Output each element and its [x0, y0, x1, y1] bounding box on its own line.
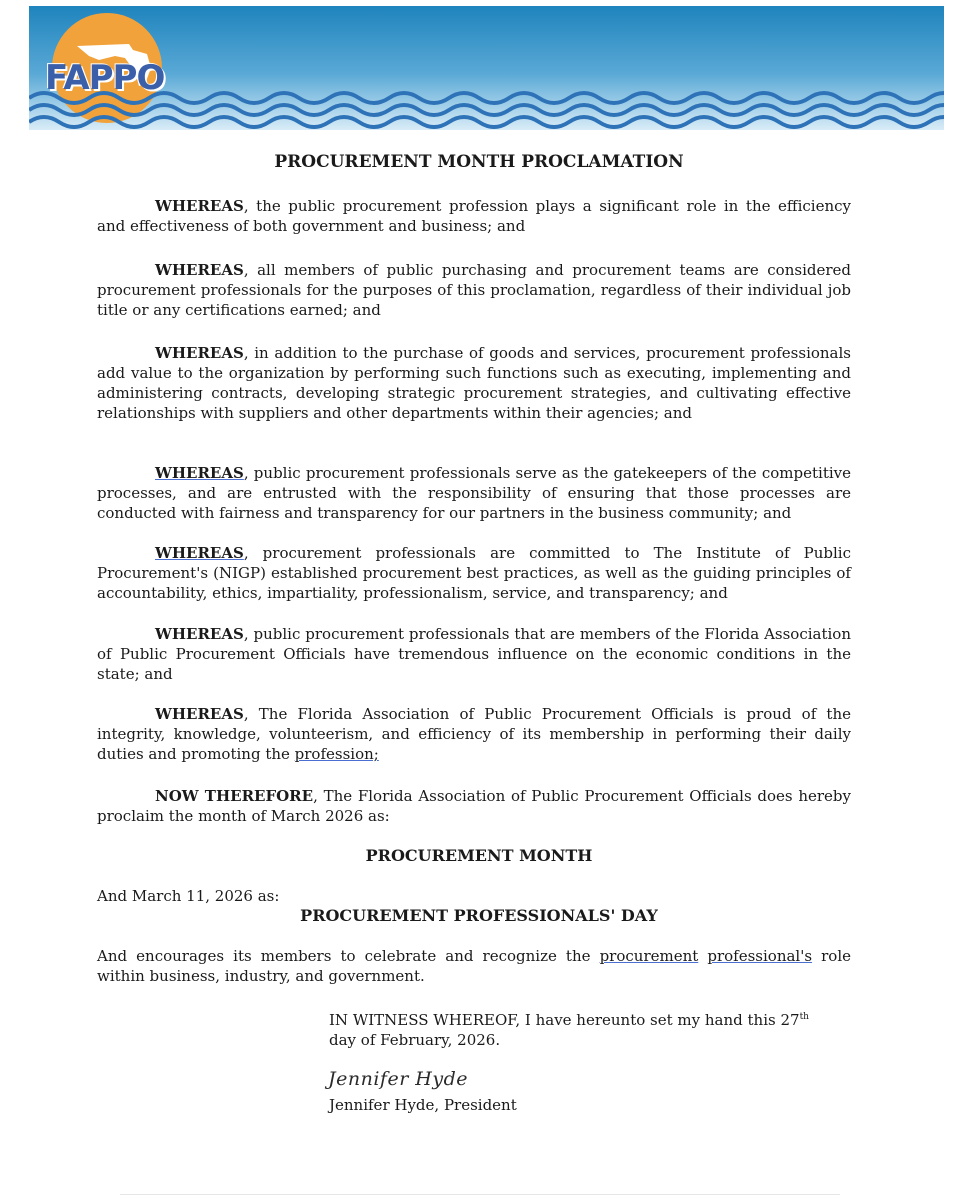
underlined-word: procurement: [599, 947, 699, 965]
underlined-word: profession;: [294, 745, 379, 763]
underlined-word: professional's: [707, 947, 813, 965]
paragraph-text: role within business, industry, and government.: [97, 947, 851, 985]
now-therefore-label: NOW THEREFORE: [155, 787, 314, 805]
paragraph-text: , The Florida Association of Public Procurement Officials is proud of the integrity, knowledge, volunteerism, and efficiency of its membership in performing their daily duties and promoting the: [97, 705, 851, 763]
banner-artwork: [29, 6, 944, 130]
encourages-paragraph: [97, 946, 851, 986]
paragraph-text: , public procurement professionals serve as the gatekeepers of the competitive processes, and are entrusted with the responsibility of ensuring that those processes are conducted with fairness and transparency for our partners in the business community; and: [97, 464, 851, 522]
whereas-paragraph-6: [97, 624, 851, 684]
paragraph-text: , The Florida Association of Public Procurement Officials does hereby proclaim the month of March 2026 as:: [97, 787, 851, 825]
whereas-label: WHEREAS: [155, 197, 244, 215]
whereas-paragraph-3: [97, 343, 851, 423]
whereas-label: WHEREAS: [155, 625, 244, 643]
header-banner: [29, 6, 944, 130]
document-title: PROCUREMENT MONTH PROCLAMATION: [274, 152, 684, 172]
page-bottom-divider: [120, 1194, 840, 1195]
paragraph-text: , procurement professionals are committed to The Institute of Public Procurement's (NIGP) established procurement best practices, as well as the guiding principles of accountability, ethics, impartiality, professionalism, service, and transparency; and: [97, 544, 851, 602]
whereas-paragraph-5: [97, 543, 851, 603]
whereas-label: WHEREAS: [155, 464, 244, 482]
whereas-label: WHEREAS: [155, 705, 244, 723]
whereas-label: WHEREAS: [155, 261, 244, 279]
paragraph-text: , all members of public purchasing and procurement teams are considered procurement professionals for the purposes of this proclamation, regardless of their individual job title or any certifications earned; and: [97, 261, 851, 319]
signer-name: Jennifer Hyde, President: [329, 1096, 517, 1114]
whereas-label: WHEREAS: [155, 344, 244, 362]
paragraph-text: , the public procurement profession plays a significant role in the efficiency and effectiveness of both government and business; and: [97, 197, 851, 235]
professionals-day-heading: PROCUREMENT PROFESSIONALS' DAY: [300, 906, 658, 925]
paragraph-text: And encourages its members to celebrate and recognize the: [97, 947, 600, 965]
whereas-paragraph-1: [97, 196, 851, 236]
waves-icon: [29, 93, 944, 127]
whereas-paragraph-7: [97, 704, 851, 764]
fappo-logo: FAPPO: [45, 58, 165, 98]
procurement-month-heading: PROCUREMENT MONTH: [365, 846, 593, 865]
whereas-paragraph-2: [97, 260, 851, 320]
march-date-line: And March 11, 2026 as:: [97, 887, 280, 905]
paragraph-text: , in addition to the purchase of goods and services, procurement professionals add value to the organization by performing such functions such as executing, implementing and administering contracts, developing strategic procurement strategies, and cultivating effective relationships with suppliers and other departments within their agencies; and: [97, 344, 851, 422]
handwritten-signature: Jennifer Hyde: [328, 1068, 469, 1090]
witness-text: IN WITNESS WHEREOF, I have hereunto set my hand this 27: [329, 1011, 800, 1029]
now-therefore-paragraph: [97, 786, 851, 826]
witness-date: day of February, 2026.: [329, 1031, 501, 1049]
witness-superscript: th: [799, 1012, 809, 1022]
whereas-paragraph-4: [97, 463, 851, 523]
paragraph-text: , public procurement professionals that are members of the Florida Association of Public Procurement Officials have tremendous influence on the economic conditions in the state; and: [97, 625, 851, 683]
space: [698, 947, 707, 965]
witness-statement: [329, 1007, 851, 1050]
whereas-label: WHEREAS: [155, 544, 244, 562]
